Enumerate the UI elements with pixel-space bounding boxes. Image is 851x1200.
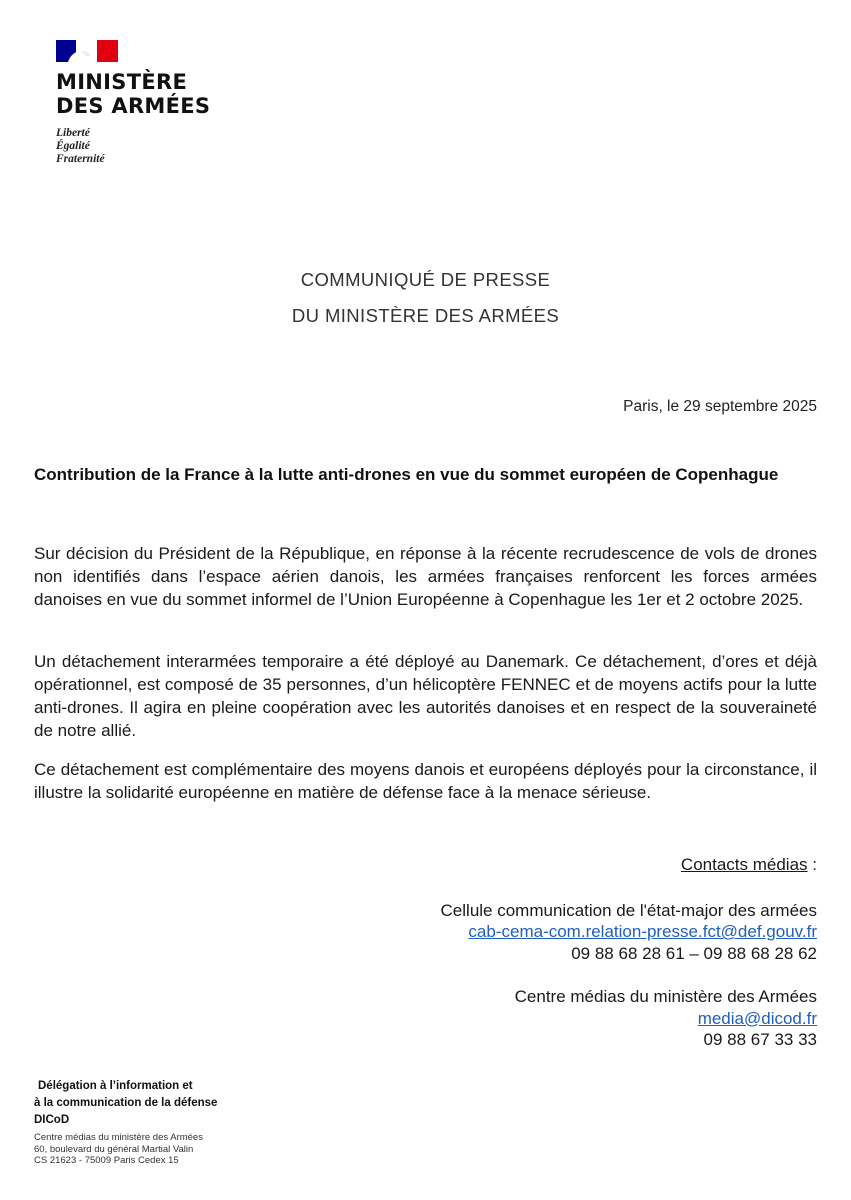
footer-org-line2: à la communication de la défense (34, 1097, 218, 1109)
footer-org-line1: Délégation à l’information et (38, 1080, 193, 1092)
footer-organization (34, 1078, 217, 1129)
motto-liberte: Liberté (56, 127, 90, 139)
republic-motto (56, 127, 210, 166)
contacts-heading-colon: : (807, 855, 817, 874)
motto-fraternite: Fraternité (56, 153, 105, 165)
media-contacts (441, 854, 817, 1073)
ministry-name (56, 70, 210, 118)
footer-org-line3: DICoD (34, 1114, 70, 1126)
marianne-flag-icon (56, 40, 118, 62)
contacts-heading-row (441, 854, 817, 876)
motto-egalite: Égalité (56, 140, 90, 152)
contact-cellule-email-link[interactable]: cab-cema-com.relation-presse.fct@def.gouv.fr (468, 922, 817, 941)
ministry-logo (56, 40, 210, 166)
body-paragraph: Sur décision du Président de la République, en réponse à la récente recrudescence de vols de drones non identifiés dans l’espace aérien danois, les armées françaises renforcent les forces armées danoises en vue du sommet informel de l’Union Européenne à Copenhague les 1er et 2 octobre 2025. (34, 544, 817, 609)
ministry-name-line1: MINISTÈRE (56, 70, 188, 94)
document-title-line1: COMMUNIQUÉ DE PRESSE (300, 269, 551, 290)
body-paragraph: Ce détachement est complémentaire des moyens danois et européens déployés pour la circonstance, il illustre la solidarité européenne en matière de défense face à la menace sérieuse. (34, 760, 817, 802)
contact-centre-email-link[interactable]: media@dicod.fr (697, 1008, 817, 1028)
footer-address-line1: Centre médias du ministère des Armées (34, 1132, 203, 1143)
document-title (0, 262, 851, 334)
press-release-date: Paris, le 29 septembre 2025 (623, 398, 817, 415)
ministry-name-line2: DES ARMÉES (56, 94, 211, 118)
contacts-heading: Contacts médias (680, 855, 808, 874)
dicod-footer (34, 1078, 217, 1167)
footer-address-line2: 60, boulevard du général Martial Valin (34, 1143, 194, 1155)
contact-centre-phone: 09 88 67 33 33 (703, 1030, 817, 1049)
body-paragraph: Un détachement interarmées temporaire a été déployé au Danemark. Ce détachement, d’ores et déjà opérationnel, est composé de 35 personnes, d’un hélicoptère FENNEC et de moyens actifs pour la lutte anti-drones. Il agira en pleine coopération avec les autorités danoises et en respect de la souveraineté de notre allié. (34, 652, 817, 740)
footer-address (34, 1132, 217, 1167)
contact-cellule (441, 900, 817, 965)
contact-centre-name: Centre médias du ministère des Armées (514, 987, 817, 1006)
press-release-headline: Contribution de la France à la lutte anti-drones en vue du sommet européen de Copenhague (34, 465, 779, 484)
footer-address-line3: CS 21623 - 75009 Paris Cedex 15 (34, 1155, 179, 1166)
contact-cellule-phones: 09 88 68 28 61 – 09 88 68 28 62 (571, 943, 817, 963)
contact-centre (441, 986, 817, 1051)
document-title-line2: DU MINISTÈRE DES ARMÉES (291, 305, 560, 326)
contact-cellule-name: Cellule communication de l'état-major des armées (440, 900, 817, 920)
